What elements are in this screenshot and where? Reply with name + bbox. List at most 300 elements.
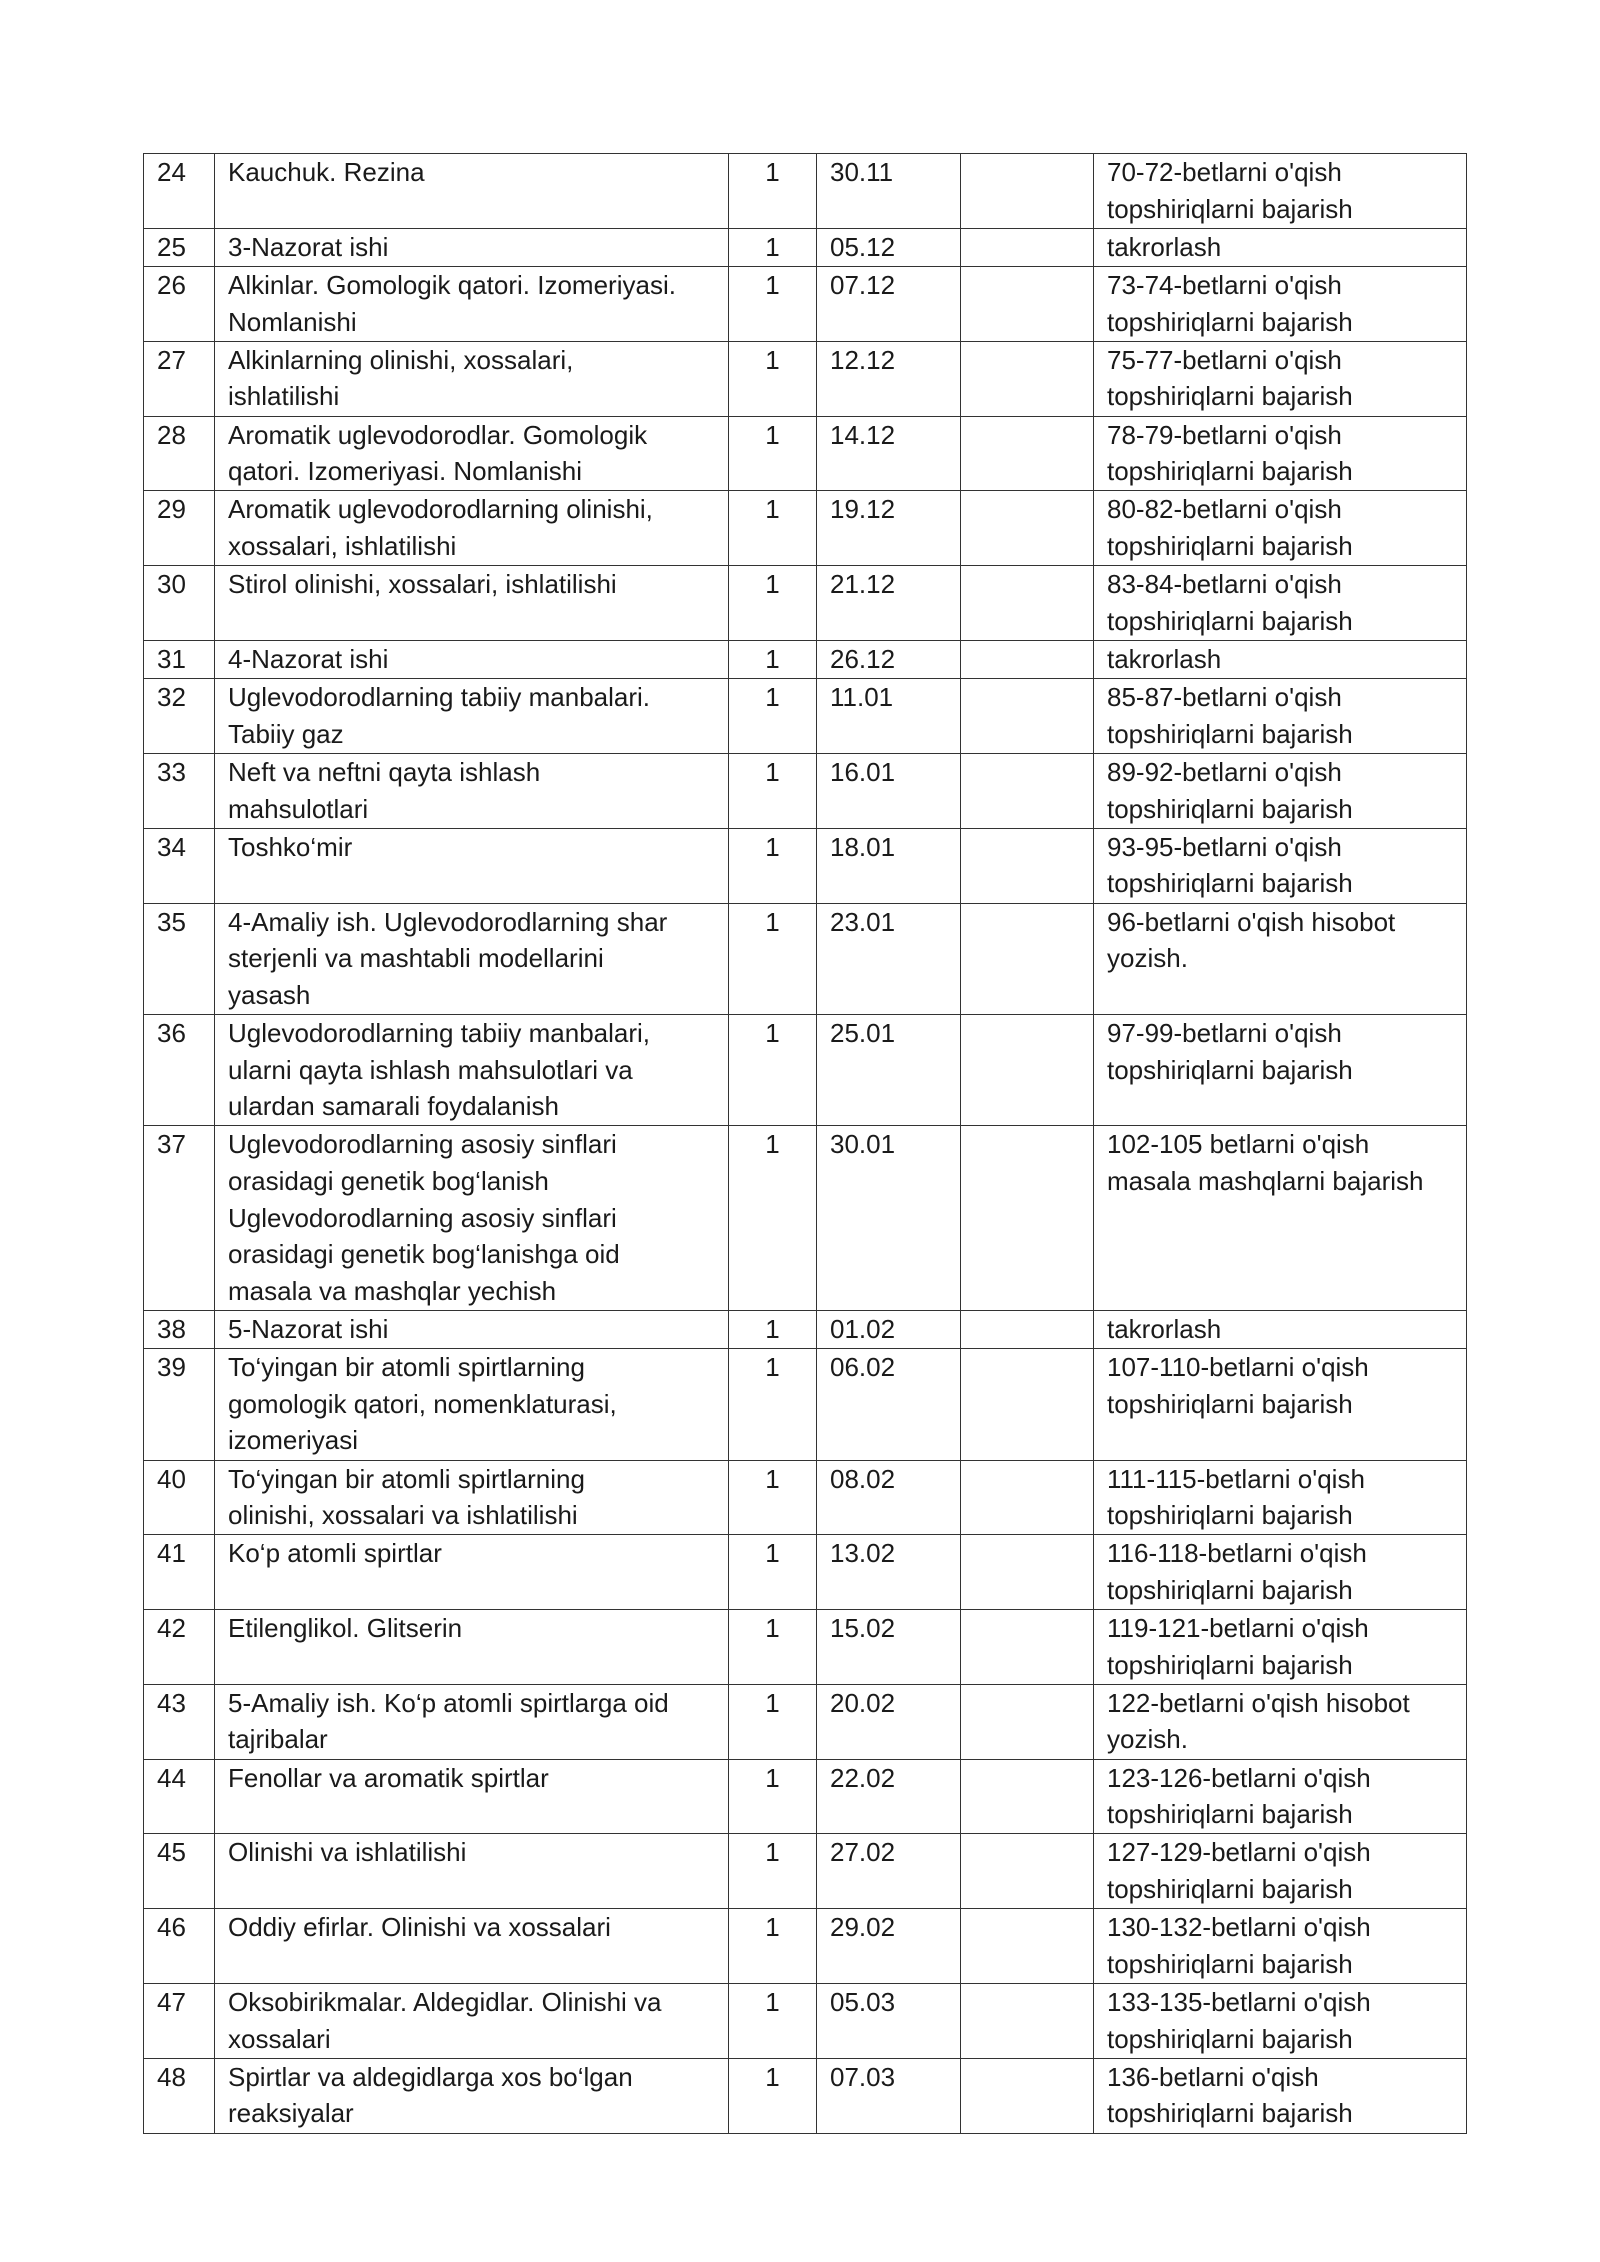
lesson-homework-text: 70-72-betlarni o'qish topshiriqlarni bajarish bbox=[1107, 157, 1353, 224]
lesson-topic-text: Spirtlar va aldegidlarga xos bo‘lgan reaksiyalar bbox=[228, 2061, 633, 2129]
lesson-topic-cell bbox=[215, 1834, 729, 1909]
lesson-number-cell bbox=[144, 2058, 215, 2133]
lesson-number-text: 37 bbox=[157, 1129, 186, 1160]
lesson-topic-text: To‘yingan bir atomli spirtlarning olinishi, xossalari va ishlatilishi bbox=[228, 1463, 585, 1531]
lesson-date-text: 16.01 bbox=[830, 756, 896, 787]
lesson-hours-text: 1 bbox=[765, 344, 780, 375]
lesson-homework-text: 130-132-betlarni o'qish topshiriqlarni bajarish bbox=[1107, 1912, 1371, 1979]
lesson-date-cell bbox=[817, 1684, 961, 1759]
lesson-note-cell bbox=[961, 2058, 1094, 2133]
lesson-note-cell bbox=[961, 679, 1094, 754]
lesson-homework-text: 73-74-betlarni o'qish topshiriqlarni bajarish bbox=[1107, 269, 1353, 337]
lesson-number-cell bbox=[144, 416, 215, 491]
lesson-hours-text: 1 bbox=[765, 2061, 780, 2092]
lesson-hours-cell bbox=[729, 2058, 817, 2133]
table-row bbox=[144, 1310, 1467, 1348]
lesson-homework-cell bbox=[1094, 1310, 1467, 1348]
lesson-note-cell bbox=[961, 1610, 1094, 1685]
lesson-date-cell bbox=[817, 1984, 961, 2059]
lesson-topic-text: 4-Amaliy ish. Uglevodorodlarning shar sterjenli va mashtabli modellarini yasash bbox=[228, 906, 668, 1010]
lesson-homework-cell bbox=[1094, 753, 1467, 828]
lesson-date-text: 18.01 bbox=[830, 831, 896, 862]
lesson-date-text: 25.01 bbox=[830, 1017, 896, 1048]
lesson-homework-cell bbox=[1094, 416, 1467, 491]
lesson-date-cell bbox=[817, 1460, 961, 1535]
lesson-number-text: 26 bbox=[157, 269, 186, 300]
lesson-note-cell bbox=[961, 1014, 1094, 1125]
lesson-topic-cell bbox=[215, 491, 729, 566]
lesson-number-cell bbox=[144, 341, 215, 416]
lesson-number-cell bbox=[144, 903, 215, 1014]
lesson-topic-text: Olinishi va ishlatilishi bbox=[228, 1837, 467, 1868]
lesson-date-text: 05.12 bbox=[830, 231, 896, 262]
lesson-topic-cell bbox=[215, 566, 729, 641]
lesson-homework-cell bbox=[1094, 1909, 1467, 1984]
lesson-note-cell bbox=[961, 1310, 1094, 1348]
lesson-topic-cell bbox=[215, 1909, 729, 1984]
lesson-topic-cell bbox=[215, 828, 729, 903]
lesson-topic-text: 3-Nazorat ishi bbox=[228, 231, 389, 262]
lesson-homework-text: 80-82-betlarni o'qish topshiriqlarni bajarish bbox=[1107, 494, 1353, 561]
lesson-topic-cell bbox=[215, 1460, 729, 1535]
lesson-number-cell bbox=[144, 1535, 215, 1610]
lesson-topic-cell bbox=[215, 640, 729, 678]
lesson-topic-cell bbox=[215, 1310, 729, 1348]
lesson-number-text: 45 bbox=[157, 1837, 186, 1868]
lesson-topic-cell bbox=[215, 1349, 729, 1460]
lesson-number-text: 24 bbox=[157, 157, 186, 187]
lesson-note-cell bbox=[961, 1909, 1094, 1984]
lesson-topic-text: Toshko‘mir bbox=[228, 831, 353, 862]
lesson-number-text: 28 bbox=[157, 419, 186, 450]
lesson-date-cell bbox=[817, 903, 961, 1014]
table-row bbox=[144, 566, 1467, 641]
lesson-date-text: 01.02 bbox=[830, 1313, 896, 1344]
lesson-note-cell bbox=[961, 1535, 1094, 1610]
lesson-hours-text: 1 bbox=[765, 756, 780, 787]
table-row bbox=[144, 1349, 1467, 1460]
lesson-number-text: 34 bbox=[157, 831, 186, 862]
lesson-date-text: 30.01 bbox=[830, 1129, 896, 1160]
lesson-number-text: 48 bbox=[157, 2061, 186, 2092]
table-row bbox=[144, 1460, 1467, 1535]
lesson-topic-cell bbox=[215, 228, 729, 266]
lesson-date-cell bbox=[817, 566, 961, 641]
lesson-date-cell bbox=[817, 1834, 961, 1909]
lesson-note-cell bbox=[961, 154, 1094, 229]
table-row bbox=[144, 1610, 1467, 1685]
table-row bbox=[144, 903, 1467, 1014]
lesson-number-text: 39 bbox=[157, 1352, 186, 1383]
lesson-note-cell bbox=[961, 416, 1094, 491]
lesson-date-text: 07.12 bbox=[830, 269, 896, 300]
lesson-number-cell bbox=[144, 1984, 215, 2059]
lesson-hours-text: 1 bbox=[765, 231, 780, 262]
lesson-hours-cell bbox=[729, 1909, 817, 1984]
lesson-date-cell bbox=[817, 341, 961, 416]
lesson-hours-cell bbox=[729, 1349, 817, 1460]
lesson-hours-cell bbox=[729, 1684, 817, 1759]
lesson-topic-cell bbox=[215, 1759, 729, 1834]
lesson-topic-text: 5-Amaliy ish. Ko‘p atomli spirtlarga oid tajribalar bbox=[228, 1687, 669, 1755]
lesson-number-text: 36 bbox=[157, 1017, 186, 1048]
table-row bbox=[144, 416, 1467, 491]
lesson-number-cell bbox=[144, 679, 215, 754]
lesson-date-text: 22.02 bbox=[830, 1762, 896, 1793]
lesson-hours-cell bbox=[729, 341, 817, 416]
lesson-number-text: 30 bbox=[157, 569, 186, 600]
lesson-hours-text: 1 bbox=[765, 1463, 780, 1494]
lesson-topic-cell bbox=[215, 1610, 729, 1685]
lesson-homework-text: 102-105 betlarni o'qish masala mashqlarni bajarish bbox=[1107, 1129, 1424, 1196]
lesson-date-text: 27.02 bbox=[830, 1837, 896, 1868]
lesson-plan-body bbox=[144, 154, 1467, 2134]
lesson-homework-text: takrorlash bbox=[1107, 231, 1222, 262]
lesson-hours-cell bbox=[729, 566, 817, 641]
table-row bbox=[144, 2058, 1467, 2133]
lesson-date-text: 29.02 bbox=[830, 1912, 896, 1943]
lesson-date-cell bbox=[817, 1909, 961, 1984]
lesson-date-text: 08.02 bbox=[830, 1463, 896, 1494]
lesson-hours-cell bbox=[729, 1834, 817, 1909]
lesson-hours-cell bbox=[729, 1460, 817, 1535]
lesson-date-text: 26.12 bbox=[830, 643, 896, 674]
lesson-homework-text: 78-79-betlarni o'qish topshiriqlarni bajarish bbox=[1107, 419, 1353, 487]
table-row bbox=[144, 1759, 1467, 1834]
lesson-homework-cell bbox=[1094, 2058, 1467, 2133]
lesson-number-cell bbox=[144, 640, 215, 678]
table-row bbox=[144, 228, 1467, 266]
lesson-note-cell bbox=[961, 1684, 1094, 1759]
lesson-homework-text: 122-betlarni o'qish hisobot yozish. bbox=[1107, 1687, 1410, 1755]
lesson-date-cell bbox=[817, 154, 961, 229]
lesson-date-cell bbox=[817, 491, 961, 566]
lesson-topic-text: Aromatik uglevodorodlar. Gomologik qatori. Izomeriyasi. Nomlanishi bbox=[228, 419, 648, 487]
lesson-topic-cell bbox=[215, 266, 729, 341]
lesson-hours-text: 1 bbox=[765, 157, 780, 187]
lesson-note-cell bbox=[961, 491, 1094, 566]
table-row bbox=[144, 1684, 1467, 1759]
lesson-number-text: 38 bbox=[157, 1313, 186, 1344]
lesson-date-cell bbox=[817, 1535, 961, 1610]
lesson-date-text: 07.03 bbox=[830, 2061, 896, 2092]
lesson-number-cell bbox=[144, 1126, 215, 1311]
lesson-topic-text: 5-Nazorat ishi bbox=[228, 1313, 389, 1344]
lesson-homework-cell bbox=[1094, 1460, 1467, 1535]
lesson-number-cell bbox=[144, 1834, 215, 1909]
lesson-date-text: 23.01 bbox=[830, 906, 896, 937]
lesson-date-text: 30.11 bbox=[830, 157, 894, 187]
lesson-homework-cell bbox=[1094, 491, 1467, 566]
lesson-date-cell bbox=[817, 1759, 961, 1834]
lesson-date-text: 20.02 bbox=[830, 1687, 896, 1718]
lesson-topic-text: Alkinlarning olinishi, xossalari, ishlatilishi bbox=[228, 344, 574, 412]
lesson-hours-cell bbox=[729, 903, 817, 1014]
lesson-topic-cell bbox=[215, 1126, 729, 1311]
table-row bbox=[144, 1535, 1467, 1610]
lesson-hours-text: 1 bbox=[765, 1017, 780, 1048]
lesson-homework-text: 83-84-betlarni o'qish topshiriqlarni bajarish bbox=[1107, 569, 1353, 636]
lesson-number-cell bbox=[144, 753, 215, 828]
table-row bbox=[144, 753, 1467, 828]
lesson-number-cell bbox=[144, 1310, 215, 1348]
lesson-note-cell bbox=[961, 1126, 1094, 1311]
lesson-hours-text: 1 bbox=[765, 682, 780, 713]
lesson-hours-cell bbox=[729, 416, 817, 491]
lesson-number-text: 40 bbox=[157, 1463, 186, 1494]
table-row bbox=[144, 828, 1467, 903]
lesson-hours-text: 1 bbox=[765, 1313, 780, 1344]
lesson-hours-cell bbox=[729, 640, 817, 678]
lesson-homework-cell bbox=[1094, 679, 1467, 754]
lesson-number-text: 29 bbox=[157, 494, 186, 525]
table-row bbox=[144, 1834, 1467, 1909]
lesson-number-text: 31 bbox=[157, 643, 186, 674]
lesson-date-text: 19.12 bbox=[830, 494, 896, 525]
lesson-topic-text: Neft va neftni qayta ishlash mahsulotlari bbox=[228, 756, 541, 824]
lesson-date-text: 06.02 bbox=[830, 1352, 896, 1383]
lesson-hours-text: 1 bbox=[765, 906, 780, 937]
lesson-topic-cell bbox=[215, 1984, 729, 2059]
table-row bbox=[144, 491, 1467, 566]
lesson-homework-text: takrorlash bbox=[1107, 643, 1222, 674]
lesson-hours-cell bbox=[729, 1535, 817, 1610]
lesson-topic-text: To‘yingan bir atomli spirtlarning gomologik qatori, nomenklaturasi, izomeriyasi bbox=[228, 1352, 617, 1456]
lesson-hours-text: 1 bbox=[765, 1352, 780, 1383]
lesson-topic-cell bbox=[215, 2058, 729, 2133]
lesson-homework-cell bbox=[1094, 903, 1467, 1014]
table-row bbox=[144, 1984, 1467, 2059]
lesson-hours-text: 1 bbox=[765, 494, 780, 525]
lesson-number-cell bbox=[144, 1759, 215, 1834]
lesson-homework-text: 111-115-betlarni o'qish topshiriqlarni bajarish bbox=[1107, 1463, 1365, 1531]
lesson-homework-cell bbox=[1094, 1834, 1467, 1909]
lesson-topic-text: Aromatik uglevodorodlarning olinishi, xossalari, ishlatilishi bbox=[228, 494, 653, 561]
lesson-number-text: 27 bbox=[157, 344, 186, 375]
table-row bbox=[144, 1014, 1467, 1125]
lesson-topic-cell bbox=[215, 903, 729, 1014]
lesson-homework-cell bbox=[1094, 1535, 1467, 1610]
lesson-date-text: 21.12 bbox=[830, 569, 896, 600]
lesson-homework-text: 75-77-betlarni o'qish topshiriqlarni bajarish bbox=[1107, 344, 1353, 412]
lesson-hours-text: 1 bbox=[765, 1129, 780, 1160]
lesson-homework-text: 119-121-betlarni o'qish topshiriqlarni bajarish bbox=[1107, 1613, 1369, 1680]
lesson-number-cell bbox=[144, 828, 215, 903]
lesson-number-cell bbox=[144, 1684, 215, 1759]
lesson-hours-cell bbox=[729, 679, 817, 754]
lesson-topic-text: Oksobirikmalar. Aldegidlar. Olinishi va xossalari bbox=[228, 1987, 662, 2054]
lesson-topic-text: Kauchuk. Rezina bbox=[228, 157, 425, 187]
lesson-homework-cell bbox=[1094, 1759, 1467, 1834]
lesson-date-cell bbox=[817, 679, 961, 754]
lesson-number-text: 46 bbox=[157, 1912, 186, 1943]
lesson-number-text: 42 bbox=[157, 1613, 186, 1644]
lesson-topic-text: Uglevodorodlarning asosiy sinflari orasidagi genetik bog‘lanish Uglevodorodlarning asosiy sinflari orasidagi genetik bog‘lanishga oid masala va mashqlar yechish bbox=[228, 1129, 620, 1306]
lesson-hours-text: 1 bbox=[765, 269, 780, 300]
lesson-number-cell bbox=[144, 491, 215, 566]
lesson-hours-cell bbox=[729, 266, 817, 341]
lesson-number-cell bbox=[144, 154, 215, 229]
lesson-hours-text: 1 bbox=[765, 831, 780, 862]
lesson-date-cell bbox=[817, 828, 961, 903]
lesson-homework-cell bbox=[1094, 154, 1467, 229]
lesson-homework-cell bbox=[1094, 341, 1467, 416]
lesson-topic-text: Oddiy efirlar. Olinishi va xossalari bbox=[228, 1912, 611, 1943]
lesson-hours-cell bbox=[729, 753, 817, 828]
lesson-homework-text: 97-99-betlarni o'qish topshiriqlarni bajarish bbox=[1107, 1017, 1353, 1085]
lesson-topic-cell bbox=[215, 1535, 729, 1610]
lesson-topic-text: 4-Nazorat ishi bbox=[228, 643, 389, 674]
lesson-topic-cell bbox=[215, 1684, 729, 1759]
lesson-note-cell bbox=[961, 1759, 1094, 1834]
lesson-homework-text: takrorlash bbox=[1107, 1313, 1222, 1344]
lesson-date-cell bbox=[817, 1349, 961, 1460]
lesson-hours-cell bbox=[729, 828, 817, 903]
lesson-date-text: 13.02 bbox=[830, 1538, 896, 1569]
lesson-homework-text: 96-betlarni o'qish hisobot yozish. bbox=[1107, 906, 1396, 974]
lesson-number-text: 44 bbox=[157, 1762, 186, 1793]
lesson-homework-cell bbox=[1094, 828, 1467, 903]
lesson-hours-cell bbox=[729, 228, 817, 266]
lesson-homework-cell bbox=[1094, 1684, 1467, 1759]
table-row bbox=[144, 679, 1467, 754]
lesson-topic-text: Alkinlar. Gomologik qatori. Izomeriyasi. Nomlanishi bbox=[228, 269, 676, 337]
lesson-topic-cell bbox=[215, 154, 729, 229]
lesson-date-cell bbox=[817, 1310, 961, 1348]
lesson-note-cell bbox=[961, 1460, 1094, 1535]
lesson-note-cell bbox=[961, 1834, 1094, 1909]
lesson-hours-cell bbox=[729, 1310, 817, 1348]
lesson-homework-cell bbox=[1094, 1984, 1467, 2059]
lesson-note-cell bbox=[961, 341, 1094, 416]
lesson-homework-cell bbox=[1094, 1349, 1467, 1460]
lesson-date-cell bbox=[817, 266, 961, 341]
lesson-hours-text: 1 bbox=[765, 1762, 780, 1793]
lesson-date-cell bbox=[817, 640, 961, 678]
lesson-number-cell bbox=[144, 1610, 215, 1685]
lesson-date-text: 15.02 bbox=[830, 1613, 896, 1644]
lesson-hours-text: 1 bbox=[765, 1538, 780, 1569]
lesson-homework-cell bbox=[1094, 1014, 1467, 1125]
lesson-hours-text: 1 bbox=[765, 643, 780, 674]
lesson-date-cell bbox=[817, 2058, 961, 2133]
table-row bbox=[144, 1126, 1467, 1311]
lesson-note-cell bbox=[961, 753, 1094, 828]
lesson-date-text: 11.01 bbox=[830, 682, 894, 713]
lesson-number-text: 35 bbox=[157, 906, 186, 937]
lesson-date-cell bbox=[817, 228, 961, 266]
lesson-number-text: 33 bbox=[157, 756, 186, 787]
lesson-number-cell bbox=[144, 266, 215, 341]
lesson-homework-text: 127-129-betlarni o'qish topshiriqlarni bajarish bbox=[1107, 1837, 1371, 1905]
lesson-homework-text: 89-92-betlarni o'qish topshiriqlarni bajarish bbox=[1107, 756, 1353, 824]
lesson-plan-table bbox=[143, 153, 1467, 2134]
lesson-hours-cell bbox=[729, 1984, 817, 2059]
table-row bbox=[144, 266, 1467, 341]
lesson-topic-cell bbox=[215, 341, 729, 416]
lesson-homework-text: 116-118-betlarni o'qish topshiriqlarni bajarish bbox=[1107, 1538, 1367, 1605]
lesson-note-cell bbox=[961, 228, 1094, 266]
lesson-number-cell bbox=[144, 228, 215, 266]
lesson-date-cell bbox=[817, 1014, 961, 1125]
lesson-homework-cell bbox=[1094, 640, 1467, 678]
lesson-topic-text: Ko‘p atomli spirtlar bbox=[228, 1538, 442, 1569]
lesson-number-cell bbox=[144, 1909, 215, 1984]
lesson-topic-text: Etilenglikol. Glitserin bbox=[228, 1613, 463, 1644]
lesson-number-text: 32 bbox=[157, 682, 186, 713]
lesson-topic-cell bbox=[215, 1014, 729, 1125]
lesson-number-cell bbox=[144, 1460, 215, 1535]
lesson-date-text: 14.12 bbox=[830, 419, 896, 450]
lesson-topic-text: Fenollar va aromatik spirtlar bbox=[228, 1762, 549, 1793]
lesson-hours-text: 1 bbox=[765, 1987, 780, 2018]
lesson-hours-cell bbox=[729, 1759, 817, 1834]
lesson-homework-cell bbox=[1094, 228, 1467, 266]
lesson-hours-text: 1 bbox=[765, 569, 780, 600]
lesson-hours-text: 1 bbox=[765, 1687, 780, 1718]
lesson-homework-cell bbox=[1094, 266, 1467, 341]
lesson-note-cell bbox=[961, 266, 1094, 341]
lesson-note-cell bbox=[961, 903, 1094, 1014]
lesson-topic-text: Stirol olinishi, xossalari, ishlatilishi bbox=[228, 569, 617, 600]
lesson-note-cell bbox=[961, 1984, 1094, 2059]
lesson-note-cell bbox=[961, 828, 1094, 903]
lesson-homework-cell bbox=[1094, 1126, 1467, 1311]
lesson-homework-text: 85-87-betlarni o'qish topshiriqlarni bajarish bbox=[1107, 682, 1353, 749]
lesson-homework-text: 133-135-betlarni o'qish topshiriqlarni bajarish bbox=[1107, 1987, 1371, 2054]
lesson-number-cell bbox=[144, 566, 215, 641]
lesson-homework-text: 107-110-betlarni o'qish topshiriqlarni bajarish bbox=[1107, 1352, 1369, 1419]
lesson-note-cell bbox=[961, 640, 1094, 678]
lesson-hours-text: 1 bbox=[765, 419, 780, 450]
lesson-homework-text: 93-95-betlarni o'qish topshiriqlarni bajarish bbox=[1107, 831, 1353, 899]
lesson-hours-cell bbox=[729, 1610, 817, 1685]
lesson-date-cell bbox=[817, 416, 961, 491]
lesson-homework-cell bbox=[1094, 566, 1467, 641]
lesson-topic-cell bbox=[215, 753, 729, 828]
lesson-hours-text: 1 bbox=[765, 1613, 780, 1644]
lesson-hours-cell bbox=[729, 491, 817, 566]
lesson-number-cell bbox=[144, 1014, 215, 1125]
lesson-topic-cell bbox=[215, 679, 729, 754]
lesson-topic-cell bbox=[215, 416, 729, 491]
lesson-topic-text: Uglevodorodlarning tabiiy manbalari, ularni qayta ishlash mahsulotlari va ulardan samarali foydalanish bbox=[228, 1017, 651, 1122]
lesson-number-text: 43 bbox=[157, 1687, 186, 1718]
lesson-note-cell bbox=[961, 566, 1094, 641]
table-row bbox=[144, 1909, 1467, 1984]
lesson-hours-cell bbox=[729, 1014, 817, 1125]
table-row bbox=[144, 640, 1467, 678]
lesson-number-cell bbox=[144, 1349, 215, 1460]
lesson-note-cell bbox=[961, 1349, 1094, 1460]
lesson-date-cell bbox=[817, 1126, 961, 1311]
lesson-number-text: 25 bbox=[157, 231, 186, 262]
lesson-homework-cell bbox=[1094, 1610, 1467, 1685]
lesson-hours-cell bbox=[729, 154, 817, 229]
lesson-homework-text: 123-126-betlarni o'qish topshiriqlarni bajarish bbox=[1107, 1762, 1371, 1830]
lesson-date-cell bbox=[817, 753, 961, 828]
lesson-number-text: 41 bbox=[157, 1538, 186, 1569]
lesson-date-cell bbox=[817, 1610, 961, 1685]
lesson-hours-text: 1 bbox=[765, 1837, 780, 1868]
table-row bbox=[144, 341, 1467, 416]
lesson-topic-text: Uglevodorodlarning tabiiy manbalari. Tabiiy gaz bbox=[228, 682, 651, 749]
lesson-homework-text: 136-betlarni o'qish topshiriqlarni bajarish bbox=[1107, 2061, 1353, 2129]
lesson-hours-text: 1 bbox=[765, 1912, 780, 1943]
lesson-number-text: 47 bbox=[157, 1987, 186, 2018]
lesson-hours-cell bbox=[729, 1126, 817, 1311]
table-row bbox=[144, 154, 1467, 229]
